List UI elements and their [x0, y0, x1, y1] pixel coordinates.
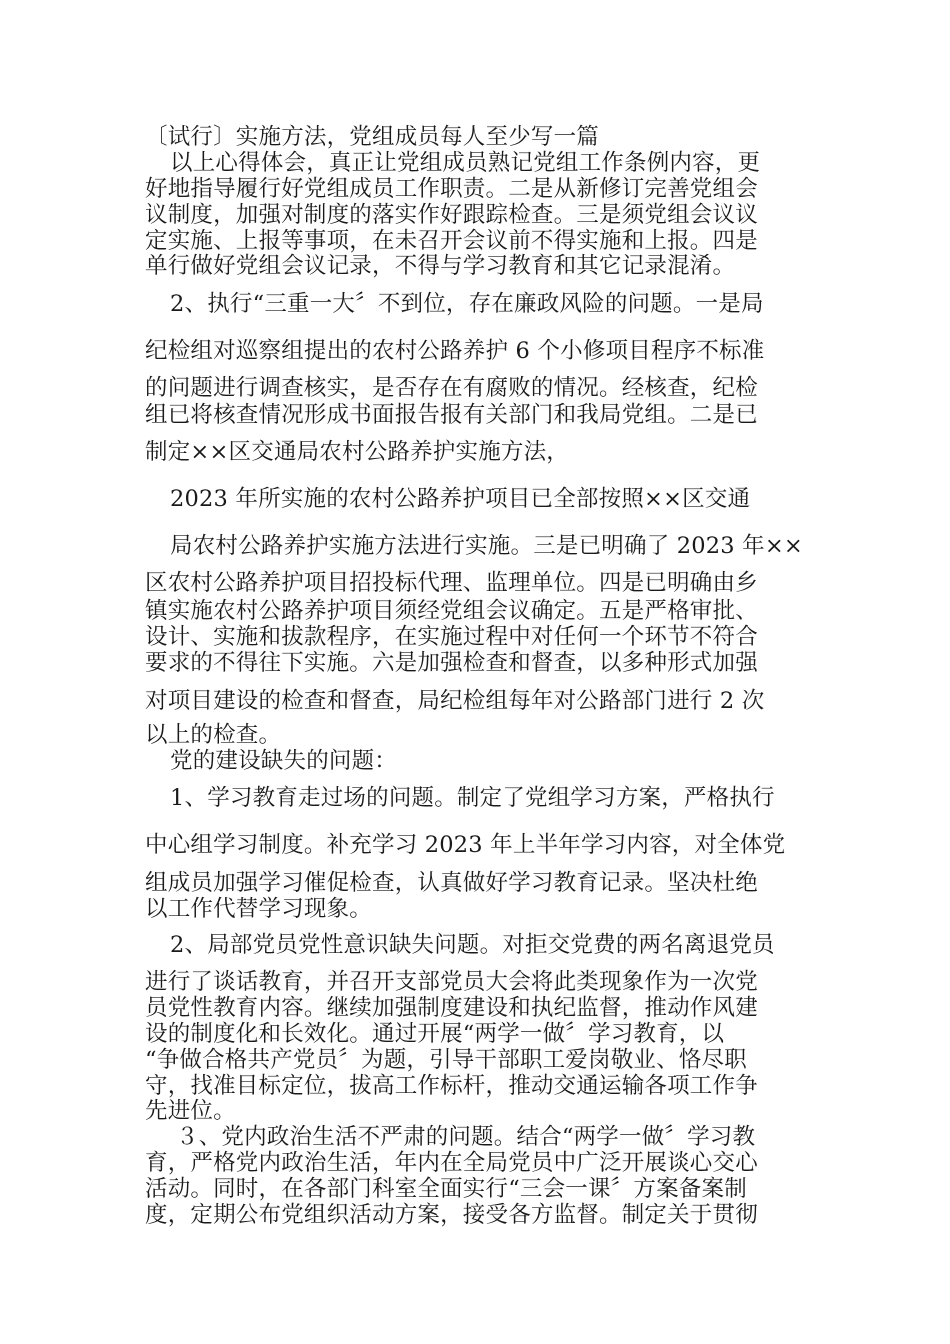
text-line: 活动。同时，在各部门科室全面实行“三会一课〞方案备案制	[145, 1176, 747, 1202]
text-line: 的问题进行调查核实，是否存在有腐败的情况。经核查，纪检	[145, 375, 758, 401]
text-line: 单行做好党组会议记录，不得与学习教育和其它记录混淆。	[145, 253, 736, 279]
text-line: 2、执行“三重一大〞不到位，存在廉政风险的问题。一是局	[170, 291, 764, 317]
text-line: 以上心得体会，真正让党组成员熟记党组工作条例内容，更	[170, 150, 761, 176]
text-line: 1、学习教育走过场的问题。制定了党组学习方案，严格执行	[170, 785, 775, 811]
text-line: 设的制度化和长效化。通过开展“两学一做〞学习教育，以	[145, 1021, 725, 1047]
text-line: 议制度，加强对制度的落实作好跟踪检查。三是须党组会议议	[145, 202, 758, 228]
text-line: 局农村公路养护实施方法进行实施。三是已明确了 2023 年××	[170, 533, 803, 559]
text-line: 〔试行〕实施方法，党组成员每人至少写一篇	[145, 124, 600, 150]
text-line: 员党性教育内容。继续加强制度建设和执纪监督，推动作风建	[145, 995, 758, 1021]
text-line: 设计、实施和拔款程序，在实施过程中对任何一个环节不符合	[145, 624, 758, 650]
text-line: 以工作代替学习现象。	[145, 896, 373, 922]
text-line: 2、局部党员党性意识缺失问题。对拒交党费的两名离退党员	[170, 932, 775, 958]
text-line: 镇实施农村公路养护项目须经党组会议确定。五是严格审批、	[145, 598, 758, 624]
text-line: 要求的不得往下实施。六是加强检查和督查，以多种形式加强	[145, 650, 758, 676]
text-line: 以上的检查。	[145, 722, 282, 748]
text-line: 中心组学习制度。补充学习 2023 年上半年学习内容，对全体党	[145, 832, 786, 858]
text-line: 育，严格党内政治生活，年内在全局党员中广泛开展谈心交心	[145, 1150, 758, 1176]
text-line: 组已将核查情况形成书面报告报有关部门和我局党组。二是已	[145, 402, 758, 428]
text-line: 组成员加强学习催促检查，认真做好学习教育记录。坚决杜绝	[145, 870, 758, 896]
text-line: 先进位。	[145, 1098, 236, 1124]
text-line: 制定××区交通局农村公路养护实施方法，	[145, 439, 570, 465]
text-line: 纪检组对巡察组提出的农村公路养护 6 个小修项目程序不标准	[145, 338, 765, 364]
text-line: 区农村公路养护项目招投标代理、监理单位。四是已明确由乡	[145, 570, 758, 596]
text-line: 党的建设缺失的问题：	[170, 748, 398, 774]
text-line: “争做合格共产党员〞为题，引导干部职工爱岗敬业、恪尽职	[145, 1047, 747, 1073]
text-line: 度，定期公布党组织活动方案，接受各方监督。制定关于贯彻	[145, 1202, 758, 1228]
text-line: 进行了谈话教育，并召开支部党员大会将此类现象作为一次党	[145, 969, 758, 995]
text-line: ３、党内政治生活不严肃的问题。结合“两学一做〞学习教	[176, 1124, 756, 1150]
text-line: 定实施、上报等事项，在未召开会议前不得实施和上报。四是	[145, 228, 758, 254]
text-line: 守，找准目标定位，拔高工作标杆，推动交通运输各项工作争	[145, 1073, 758, 1099]
text-line: 好地指导履行好党组成员工作职责。二是从新修订完善党组会	[145, 176, 758, 202]
text-line: 对项目建设的检查和督查，局纪检组每年对公路部门进行 2 次	[145, 688, 765, 714]
text-line: 2023 年所实施的农村公路养护项目已全部按照××区交通	[170, 486, 751, 512]
